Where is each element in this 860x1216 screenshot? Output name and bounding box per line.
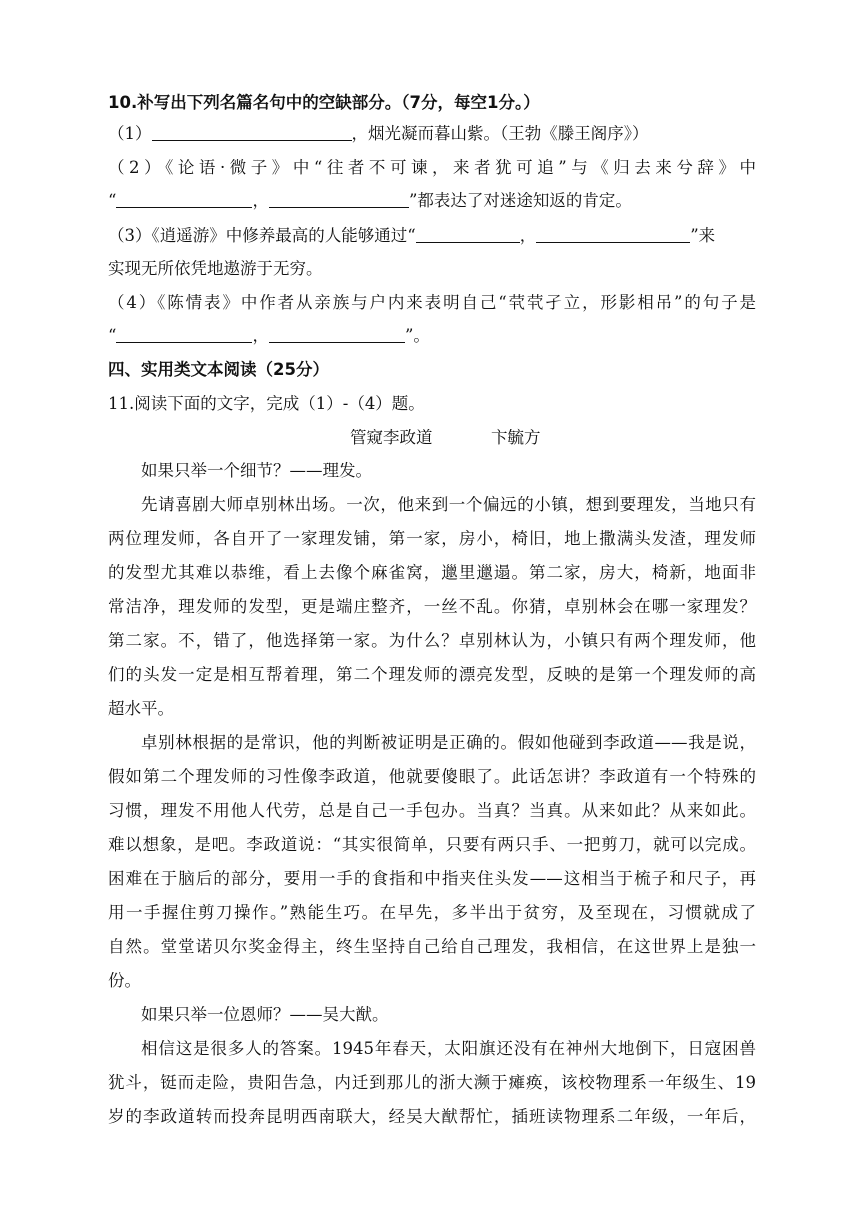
quote-open: “	[108, 191, 117, 210]
paragraph-2-line: 先请喜剧大师卓别林出场。一次，他来到一个偏远的小镇，想到要理发，当地只有	[141, 495, 756, 514]
paragraph-4: 如果只举一位恩师？——吴大猷。	[141, 1005, 389, 1024]
paragraph-3-line: 份。	[108, 971, 141, 990]
section-4-title: 四、实用类文本阅读（25分）	[108, 360, 329, 379]
paragraph-3-line: 假如第二个理发师的习性像李政道，他就要傻眼了。此话怎讲？李政道有一个特殊的	[108, 767, 756, 786]
question-10-title: 10.补写出下列名篇名句中的空缺部分。（7分，每空1分。）	[108, 93, 540, 112]
q10-item-2-line-2	[108, 190, 632, 212]
fill-blank[interactable]	[116, 326, 252, 343]
q10-item-4-line-2	[108, 325, 430, 347]
q10-item-2-line-1: （2）《论语·微子》中“往者不可谏，来者犹可追”与《归去来兮辞》中	[108, 158, 756, 177]
q10-item-3-line-1	[108, 225, 715, 247]
paragraph-2-line: 两位理发师，各自开了一家理发铺，第一家，房小，椅旧，地上撒满头发渣，理发师	[108, 529, 756, 548]
item-text: ，烟光凝而暮山紫。（王勃《滕王阁序》）	[351, 124, 649, 143]
article-title: 管窥李政道	[350, 428, 433, 447]
fill-blank[interactable]	[269, 326, 405, 343]
paragraph-3-line: 难以想象，是吧。李政道说：“其实很简单，只要有两只手、一把剪刀，就可以完成。	[108, 835, 756, 854]
q10-item-4-line-1: （4）《陈情表》中作者从亲族与户内来表明自己“茕茕孑立，形影相吊”的句子是	[108, 293, 756, 312]
paragraph-2-line: 第二家。不，错了，他选择第一家。为什么？卓别林认为，小镇只有两个理发师，他	[108, 631, 756, 650]
question-11-prompt: 11.阅读下面的文字，完成（1）-（4）题。	[108, 394, 425, 413]
paragraph-1: 如果只举一个细节？——理发。	[141, 461, 372, 480]
paragraph-3-line: 困难在于脑后的部分，要用一手的食指和中指夹住头发——这相当于梳子和尺子，再	[108, 869, 756, 888]
item-text: ”来	[690, 226, 716, 245]
fill-blank[interactable]	[116, 191, 252, 208]
paragraph-2-line: 的发型尤其难以恭维，看上去像个麻雀窝，邋里邋遢。第二家，房大，椅新，地面非	[108, 563, 756, 582]
item-text: ”都表达了对迷途知返的肯定。	[408, 191, 632, 210]
paragraph-5-line: 犹斗，铤而走险，贵阳告急，内迁到那儿的浙大濒于瘫痪，该校物理系一年级生、19	[108, 1073, 756, 1092]
paragraph-5-line: 相信这是很多人的答案。1945年春天，太阳旗还没有在神州大地倒下，日寇困兽	[141, 1039, 756, 1058]
fill-blank[interactable]	[152, 124, 352, 141]
paragraph-3-line: 自然。堂堂诺贝尔奖金得主，终生坚持自己给自己理发，我相信，在这世界上是独一	[108, 937, 756, 956]
fill-blank[interactable]	[536, 226, 690, 243]
item-text: ”。	[404, 326, 430, 345]
paragraph-3-line: 卓别林根据的是常识，他的判断被证明是正确的。假如他碰到李政道——我是说，	[141, 733, 756, 752]
comma: ，	[252, 326, 269, 345]
fill-blank[interactable]	[269, 191, 409, 208]
comma: ，	[519, 226, 537, 245]
item-text: （3）《逍遥游》中修养最高的人能够通过“	[108, 226, 416, 245]
paragraph-2-line: 常洁净，理发师的发型，更是端庄整齐，一丝不乱。你猜，卓别林会在哪一家理发？	[108, 597, 756, 616]
quote-open: “	[108, 326, 117, 345]
fill-blank[interactable]	[416, 226, 520, 243]
paragraph-5-line: 岁的李政道转而投奔昆明西南联大，经吴大猷帮忙，插班读物理系二年级，一年后，	[108, 1107, 756, 1126]
comma: ，	[252, 191, 269, 210]
paragraph-3-line: 用一手握住剪刀操作。”熟能生巧。在早先，多半出于贫穷，及至现在，习惯就成了	[108, 903, 756, 922]
q10-item-1	[108, 123, 649, 145]
q10-item-3-line-2: 实现无所依凭地遨游于无穷。	[108, 259, 323, 278]
paragraph-3-line: 习惯，理发不用他人代劳，总是自己一手包办。当真？当真。从来如此？从来如此。	[108, 801, 756, 820]
paragraph-2-line: 超水平。	[108, 699, 174, 718]
item-number: （1）	[108, 124, 152, 143]
paragraph-2-line: 们的头发一定是相互帮着理，第二个理发师的漂亮发型，反映的是第一个理发师的高	[108, 665, 756, 684]
article-author: 卞毓方	[491, 428, 541, 447]
